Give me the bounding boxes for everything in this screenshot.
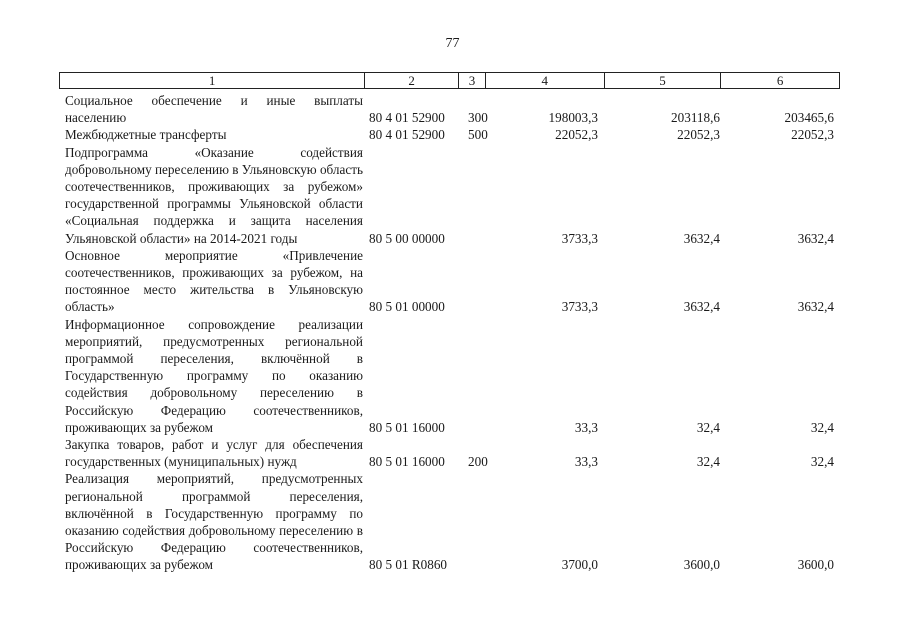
header-col-6: 6	[776, 73, 784, 88]
row-value-4: 3733,3	[561, 299, 598, 315]
table-body	[59, 92, 840, 574]
row-value-6: 3632,4	[797, 299, 834, 315]
row-value-6: 203465,6	[784, 110, 834, 126]
row-value-6: 32,4	[810, 454, 834, 470]
header-col-4: 4	[486, 73, 605, 88]
row-value-6: 3632,4	[797, 230, 834, 246]
header-col-2: 2	[365, 73, 459, 88]
table-row	[59, 316, 840, 436]
row-name: Социальное обеспечение и иные выплаты населению	[65, 93, 363, 126]
row-name: Реализация мероприятий, предусмотренных региональной программой переселения, включённой в Государственную программу по оказанию содействия добровольному переселению в Российскую Федерацию соотечественников, проживающих за рубежом	[65, 471, 363, 573]
row-value-6: 32,4	[810, 419, 834, 435]
row-name: Закупка товаров, работ и услуг для обеспечения государственных (муниципальных) нужд	[65, 437, 363, 470]
table-header	[59, 72, 840, 89]
table-row	[59, 92, 840, 126]
row-value-4: 22052,3	[555, 127, 598, 143]
row-value-6: 3600,0	[797, 557, 834, 573]
header-col-1: 1	[60, 73, 365, 88]
row-name: Информационное сопровождение реализации мероприятий, предусмотренных региональной программой переселения, включённой в Государственную программу по оказанию содействия добровольному переселению в Российскую Федерацию соотечественников, проживающих за рубежом	[65, 316, 363, 435]
row-name: Основное мероприятие «Привлечение соотечественников, проживающих за рубежом, на постоянное место жительства в Ульяновскую область»	[65, 247, 363, 315]
row-name: Межбюджетные трансферты	[65, 127, 227, 143]
row-name: Подпрограмма «Оказание содействия добровольному переселению в Ульяновскую область соотечественников, проживающих за рубежом» государственной программы Ульяновской области «Социальная поддержка и защита населения Ульяновской области» на 2014-2021 годы	[65, 144, 363, 246]
row-code: 80 4 01 52900	[369, 127, 445, 143]
table-row	[59, 470, 840, 573]
row-value-4: 33,3	[574, 454, 598, 470]
page-number: 77	[445, 36, 460, 51]
header-col-3: 3	[459, 73, 486, 88]
row-value-5: 32,4	[696, 419, 720, 435]
row-code: 80 5 01 16000	[369, 454, 445, 470]
row-value-5: 3632,4	[683, 299, 720, 315]
row-code: 80 5 00 00000	[369, 230, 445, 246]
row-type: 300	[468, 110, 488, 126]
row-value-4: 33,3	[574, 419, 598, 435]
table-row	[59, 247, 840, 316]
row-value-5: 203118,6	[671, 110, 720, 126]
row-code: 80 5 01 R0860	[369, 557, 448, 573]
row-value-4: 3700,0	[561, 557, 598, 573]
table-row	[59, 144, 840, 247]
row-type: 500	[468, 127, 488, 143]
table-row	[59, 126, 840, 143]
row-value-4: 3733,3	[561, 230, 598, 246]
row-code: 80 5 01 00000	[369, 299, 445, 315]
row-code: 80 5 01 16000	[369, 419, 445, 435]
row-value-6: 22052,3	[791, 127, 834, 143]
row-value-5: 3600,0	[683, 557, 720, 573]
row-value-5: 22052,3	[677, 127, 720, 143]
row-value-4: 198003,3	[548, 110, 598, 126]
row-value-5: 32,4	[696, 454, 720, 470]
row-code: 80 4 01 52900	[369, 110, 445, 126]
header-col-5: 5	[605, 73, 722, 88]
row-value-5: 3632,4	[683, 230, 720, 246]
row-type: 200	[468, 454, 488, 470]
table-row	[59, 436, 840, 470]
